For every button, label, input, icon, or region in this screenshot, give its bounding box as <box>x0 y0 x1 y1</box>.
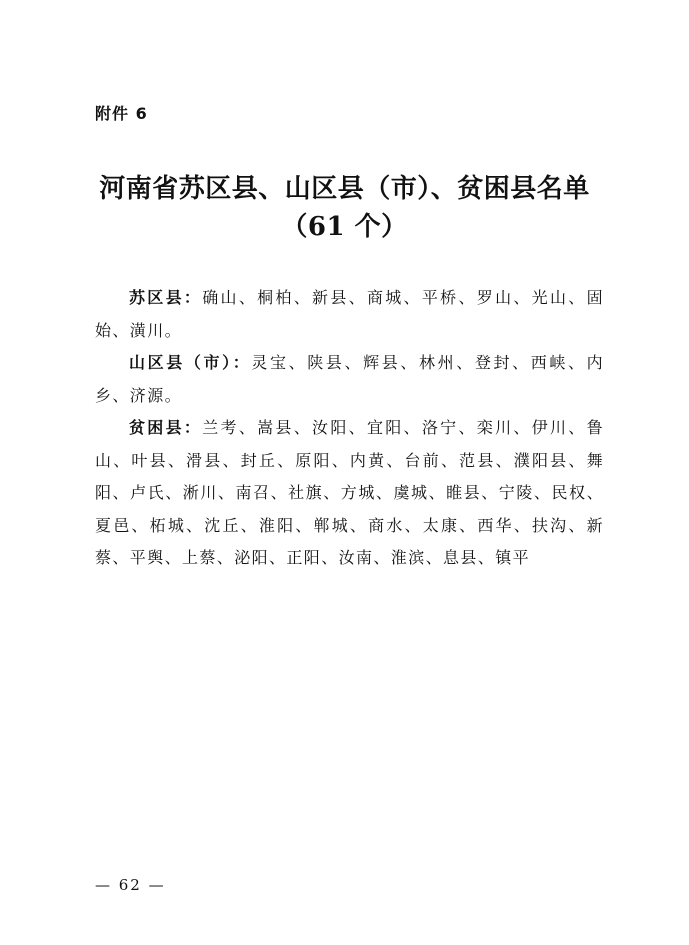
page-number: — 62 — <box>95 876 166 894</box>
soviet-area-counties-paragraph <box>95 282 604 347</box>
county-list-body <box>95 282 604 575</box>
poverty-counties-paragraph <box>95 412 604 575</box>
poverty-counties-label: 贫困县： <box>129 418 203 437</box>
soviet-area-counties-label: 苏区县： <box>129 288 203 307</box>
poverty-counties-text: 兰考、嵩县、汝阳、宜阳、洛宁、栾川、伊川、鲁山、叶县、滑县、封丘、原阳、内黄、台前、范县、濮阳县、舞阳、卢氏、淅川、南召、社旗、方城、虞城、睢县、宁陵、民权、夏邑、柘城、沈丘、淮阳、郸城、商水、太康、西华、扶沟、新蔡、平舆、上蔡、泌阳、正阳、汝南、淮滨、息县、镇平 <box>95 418 604 567</box>
document-title-line-1: 河南省苏区县、山区县（市）、贫困县名单 <box>99 174 590 204</box>
soviet-area-counties-text: 确山、桐柏、新县、商城、平桥、罗山、光山、固始、潢川。 <box>95 288 604 340</box>
mountain-counties-label: 山区县（市）： <box>129 353 252 372</box>
attachment-label: 附件 6 <box>95 104 148 123</box>
mountain-counties-text: 灵宝、陕县、辉县、林州、登封、西峡、内乡、济源。 <box>95 353 604 405</box>
mountain-counties-paragraph <box>95 347 604 412</box>
document-title-line-2: （61 个） <box>281 212 408 242</box>
